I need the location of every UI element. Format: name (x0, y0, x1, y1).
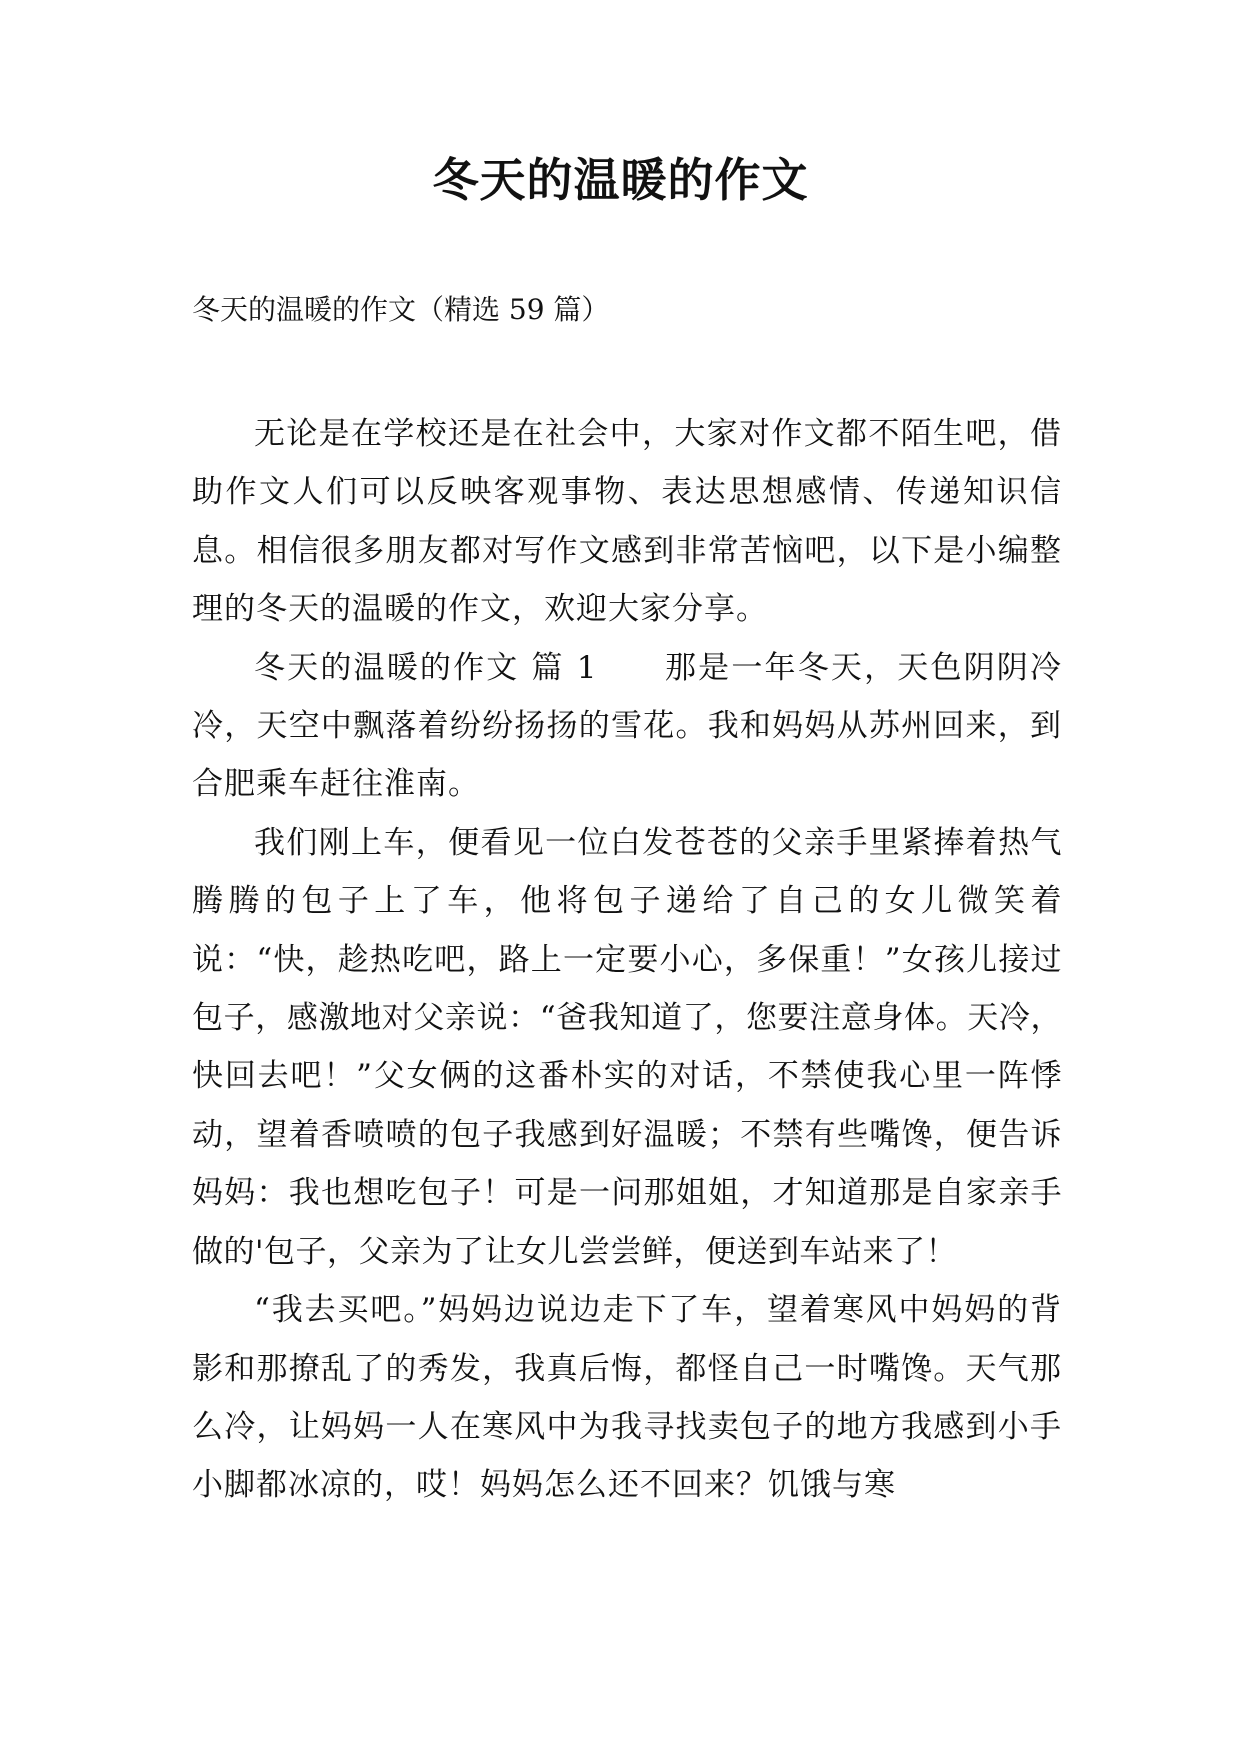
document-subtitle: 冬天的温暖的作文（精选 59 篇） (192, 293, 610, 326)
paragraph-mother-buying: “我去买吧。”妈妈边说边走下了车，望着寒风中妈妈的背影和那撩乱了的秀发，我真后悔，都怪自己一时嘴馋。天气那么冷，让妈妈一人在寒风中为我寻找卖包子的地方我感到小手小脚都冰凉的，哎！妈妈怎么还不回来？饥饿与寒 (192, 1292, 1062, 1504)
paragraph-intro: 无论是在学校还是在社会中，大家对作文都不陌生吧，借助作文人们可以反映客观事物、表达思想感情、传递知识信息。相信很多朋友都对写作文感到非常苦恼吧，以下是小编整理的冬天的温暖的作文，欢迎大家分享。 (192, 416, 1062, 628)
paragraph-section-1-opening: 冬天的温暖的作文 篇 1 那是一年冬天，天色阴阴冷冷，天空中飘落着纷纷扬扬的雪花。我和妈妈从苏州回来，到合肥乘车赶往淮南。 (192, 649, 1062, 803)
document-body (192, 405, 1062, 1515)
document-title: 冬天的温暖的作文 (432, 153, 809, 207)
paragraph-father-daughter: 我们刚上车，便看见一位白发苍苍的父亲手里紧捧着热气腾腾的包子上了车，他将包子递给了自己的女儿微笑着说：“快，趁热吃吧，路上一定要小心，多保重！”女孩儿接过包子，感激地对父亲说：“爸我知道了，您要注意身体。天冷，快回去吧！”父女俩的这番朴实的对话，不禁使我心里一阵悸动，望着香喷喷的包子我感到好温暖；不禁有些嘴馋，便告诉妈妈：我也想吃包子！可是一问那姐姐，才知道那是自家亲手做的'包子，父亲为了让女儿尝尝鲜，便送到车站来了！ (192, 824, 1062, 1270)
